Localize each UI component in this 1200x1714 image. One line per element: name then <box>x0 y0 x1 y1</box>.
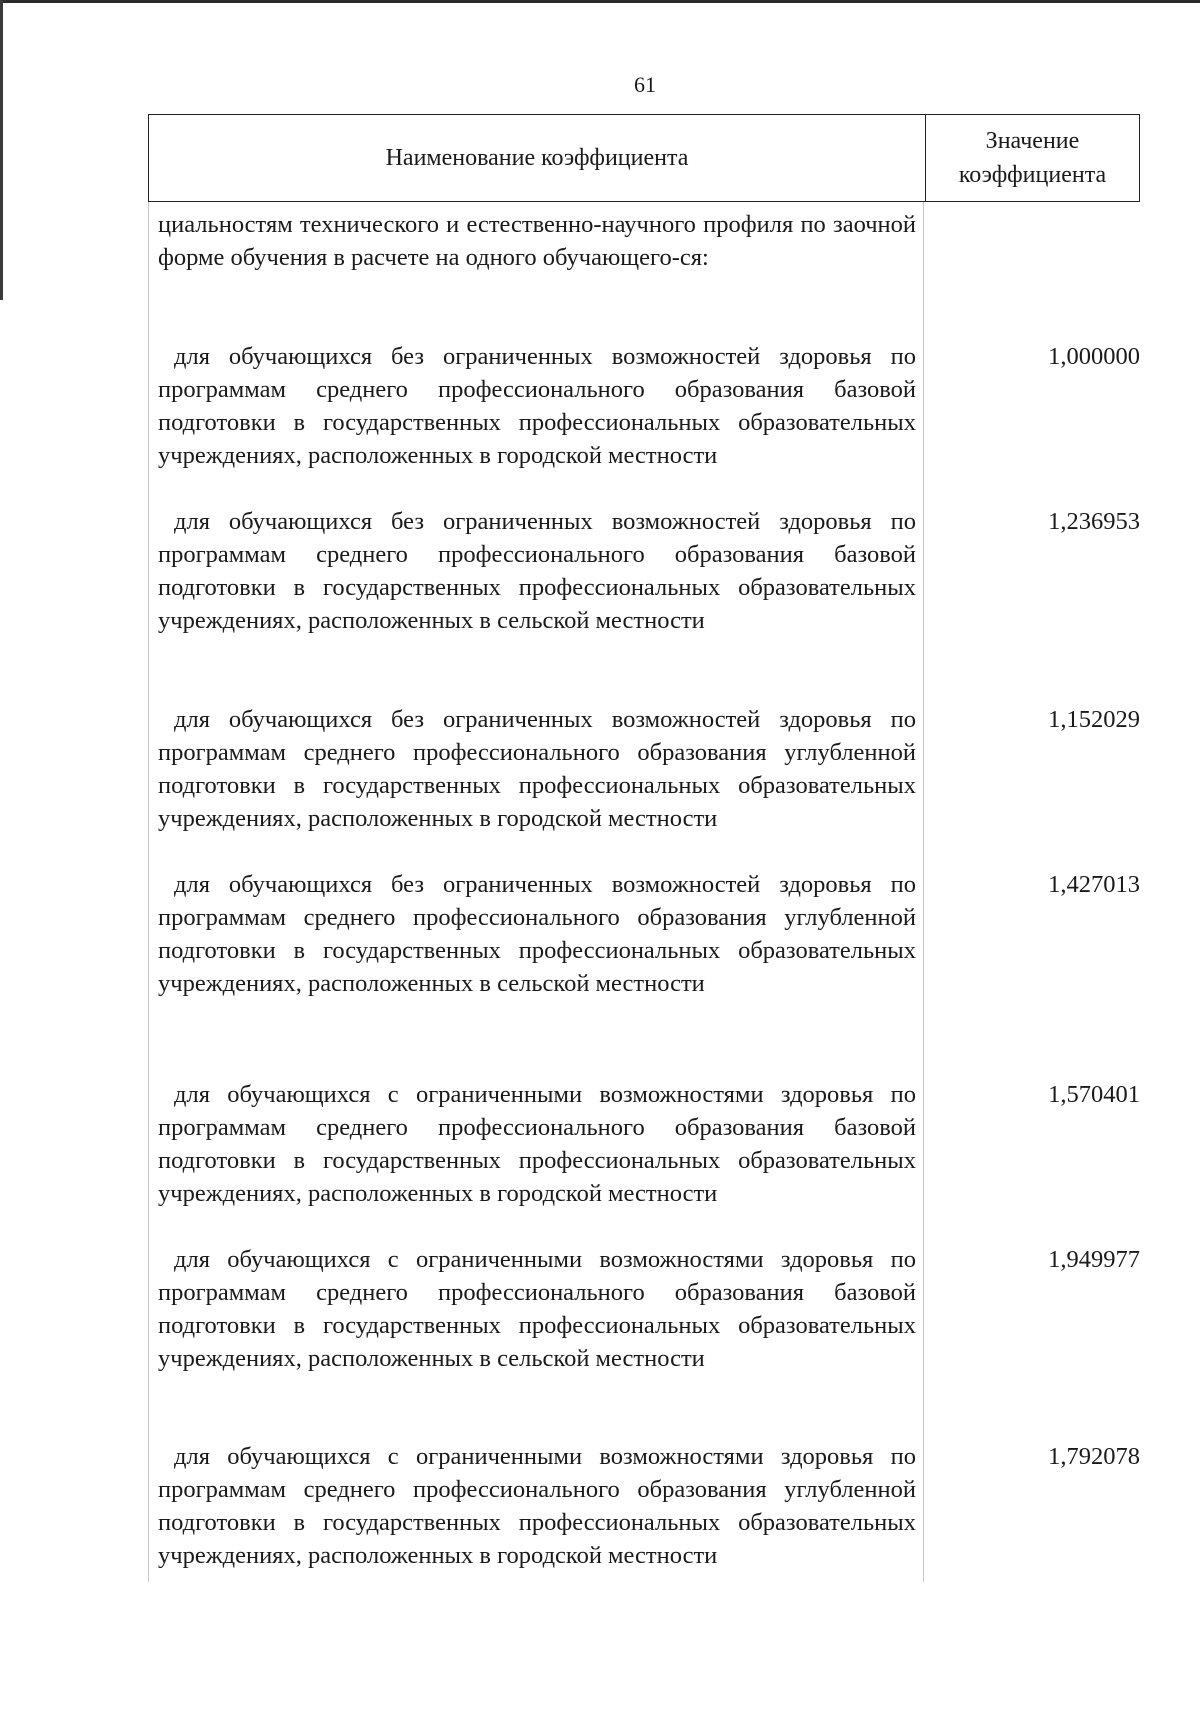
table-row <box>158 1078 1158 1248</box>
table-header <box>148 114 1140 202</box>
coefficient-value: 1,236953 <box>1048 508 1140 535</box>
table-row <box>158 1243 1158 1413</box>
table-row <box>158 868 1158 1038</box>
coefficient-name: для обучающихся с ограниченными возможностями здоровья по программам среднего профессионального образования углубленной подготовки в государственных профессиональных образовательных учреждениях, расположенных в городской местности <box>158 1443 916 1569</box>
coefficient-name: для обучающихся без ограниченных возможностей здоровья по программам среднего профессионального образования базовой подготовки в государственных профессиональных образовательных учреждениях, расположенных в сельской местности <box>158 508 916 634</box>
scan-edge <box>0 0 3 300</box>
table-row <box>158 340 1158 510</box>
coefficient-value: 1,427013 <box>1048 871 1140 898</box>
coefficient-name: для обучающихся с ограниченными возможностями здоровья по программам среднего профессионального образования базовой подготовки в государственных профессиональных образовательных учреждениях, расположенных в сельской местности <box>158 1246 916 1372</box>
coefficient-value: 1,792078 <box>1048 1443 1140 1470</box>
table-left-rule <box>148 202 149 1582</box>
table-row <box>158 1440 1158 1610</box>
table-intro-text: циальностям технического и естественно-научного профиля по заочной форме обучения в расчете на одного обучающего-ся: <box>158 211 916 271</box>
coefficient-value: 1,152029 <box>1048 706 1140 733</box>
page-number: 61 <box>634 72 656 97</box>
coefficient-name: для обучающихся без ограниченных возможностей здоровья по программам среднего профессионального образования базовой подготовки в государственных профессиональных образовательных учреждениях, расположенных в городской местности <box>158 343 916 469</box>
header-value-column <box>926 115 1139 201</box>
coefficient-value: 1,000000 <box>1048 343 1140 370</box>
table-row <box>158 505 1158 675</box>
coefficient-name: для обучающихся с ограниченными возможностями здоровья по программам среднего профессионального образования базовой подготовки в государственных профессиональных образовательных учреждениях, расположенных в городской местности <box>158 1081 916 1207</box>
table-row <box>158 703 1158 873</box>
coefficient-name: для обучающихся без ограниченных возможностей здоровья по программам среднего профессионального образования углубленной подготовки в государственных профессиональных образовательных учреждениях, расположенных в городской местности <box>158 706 916 832</box>
coefficient-value: 1,949977 <box>1048 1246 1140 1273</box>
coefficient-name: для обучающихся без ограниченных возможностей здоровья по программам среднего профессионального образования углубленной подготовки в государственных профессиональных образовательных учреждениях, расположенных в сельской местности <box>158 871 916 997</box>
header-name-column: Наименование коэффициента <box>149 115 926 201</box>
header-value-line2: коэффициента <box>958 162 1107 188</box>
scan-edge <box>0 0 1200 3</box>
header-value-line1: Значение <box>985 128 1080 154</box>
coefficient-value: 1,570401 <box>1048 1081 1140 1108</box>
